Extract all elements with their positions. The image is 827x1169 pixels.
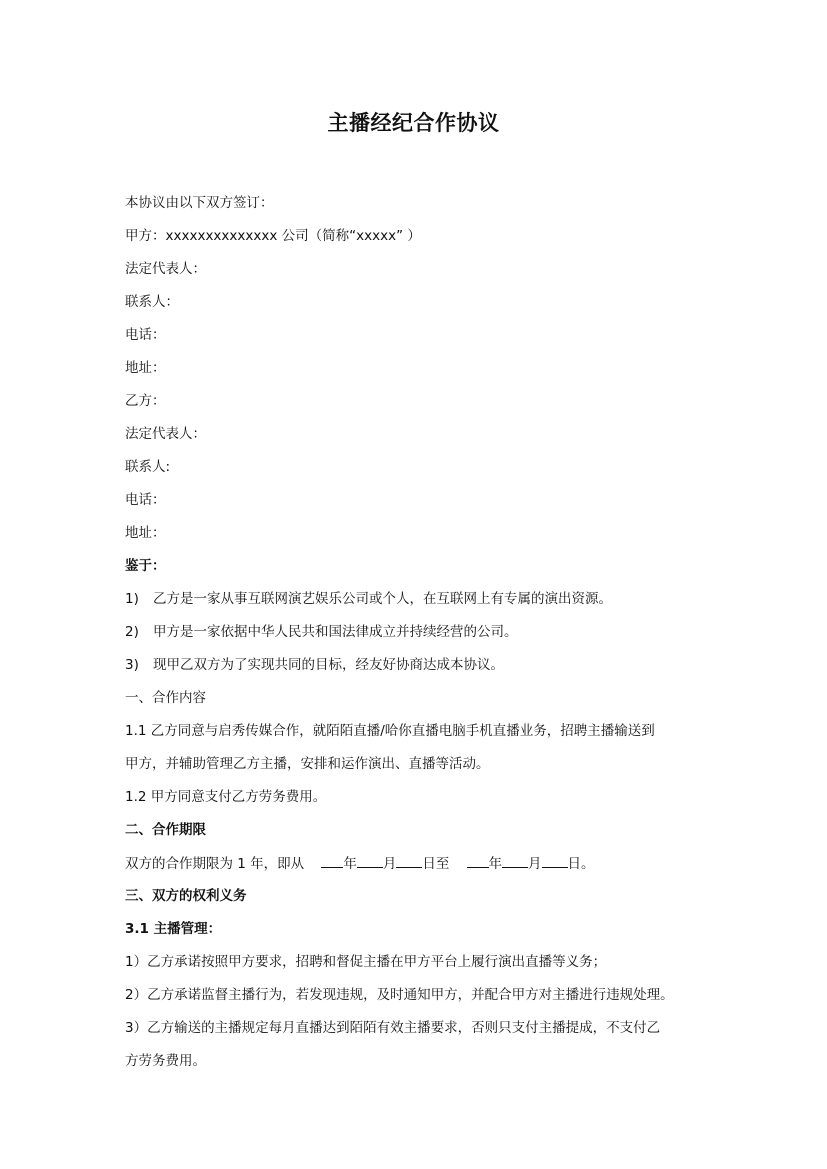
- party-b-line: 乙方：: [125, 393, 166, 409]
- whereas-item: [125, 655, 715, 675]
- clause-1-1-line2: 甲方，并辅助管理乙方主播，安排和运作演出、直播等活动。: [125, 756, 490, 772]
- term-line: [125, 853, 715, 873]
- party-b-legal-rep: 法定代表人：: [125, 426, 206, 442]
- whereas-item-text: 甲方是一家依据中华人民共和国法律成立并持续经营的公司。: [153, 624, 518, 640]
- whereas-item-text: 现甲乙双方为了实现共同的目标，经友好协商达成本协议。: [153, 657, 504, 673]
- section3-item: 2）乙方承诺监督主播行为，若发现违规，及时通知甲方，并配合甲方对主播进行违规处理。: [125, 987, 674, 1003]
- day-end-label: 日。: [567, 856, 595, 872]
- year-label: 年: [343, 856, 357, 872]
- start-day-blank[interactable]: [396, 853, 422, 868]
- end-year-blank[interactable]: [467, 853, 489, 868]
- section1-heading: 一、合作内容: [125, 690, 206, 706]
- whereas-item-number: 2): [125, 624, 139, 640]
- whereas-heading: 鉴于：: [125, 558, 166, 574]
- party-a-address: 地址：: [125, 360, 166, 376]
- month-label: 月: [382, 856, 397, 872]
- end-month-blank[interactable]: [502, 853, 528, 868]
- party-a-contact: 联系人：: [125, 294, 179, 310]
- party-b-phone: 电话：: [125, 492, 166, 508]
- document-body: [125, 193, 715, 1084]
- whereas-item: [125, 589, 715, 609]
- party-b-address: 地址：: [125, 525, 166, 541]
- section3-item: 1）乙方承诺按照甲方要求，招聘和督促主播在甲方平台上履行演出直播等义务；: [125, 954, 607, 970]
- start-month-blank[interactable]: [357, 853, 383, 868]
- term-prefix: 双方的合作期限为 1 年，即从: [125, 856, 305, 872]
- party-b-contact: 联系人:: [125, 459, 171, 475]
- end-day-blank[interactable]: [542, 853, 568, 868]
- document-title: 主播经纪合作协议: [327, 111, 500, 135]
- year-label: 年: [488, 856, 503, 872]
- section3-heading: 三、双方的权利义务: [125, 888, 247, 904]
- start-year-blank[interactable]: [321, 853, 343, 868]
- whereas-item-text: 乙方是一家从事互联网演艺娱乐公司或个人，在互联网上有专属的演出资源。: [153, 591, 612, 607]
- section3-item-continuation: 方劳务费用。: [125, 1053, 206, 1069]
- section3-item: 3）乙方输送的主播规定每月直播达到陌陌有效主播要求，否则只支付主播提成，不支付乙: [125, 1020, 661, 1036]
- month-label: 月: [528, 856, 542, 872]
- whereas-item-number: 1): [125, 591, 139, 607]
- whereas-item: [125, 622, 715, 642]
- party-a-line: 甲方：xxxxxxxxxxxxxx 公司（简称“xxxxx” ）: [125, 228, 421, 244]
- section2-heading: 二、合作期限: [125, 822, 206, 838]
- party-a-legal-rep: 法定代表人：: [125, 261, 206, 277]
- clause-1-2: 1.2 甲方同意支付乙方劳务费用。: [125, 789, 327, 805]
- clause-1-1-line1: 1.1 乙方同意与启秀传媒合作，就陌陌直播/哈你直播电脑手机直播业务，招聘主播输送到: [125, 723, 655, 739]
- whereas-item-number: 3): [125, 657, 139, 673]
- party-a-phone: 电话：: [125, 327, 166, 343]
- day-to-label: 日至: [422, 856, 450, 872]
- intro-text: 本协议由以下双方签订：: [125, 195, 274, 211]
- section3-sub-heading: 3.1 主播管理：: [125, 921, 222, 937]
